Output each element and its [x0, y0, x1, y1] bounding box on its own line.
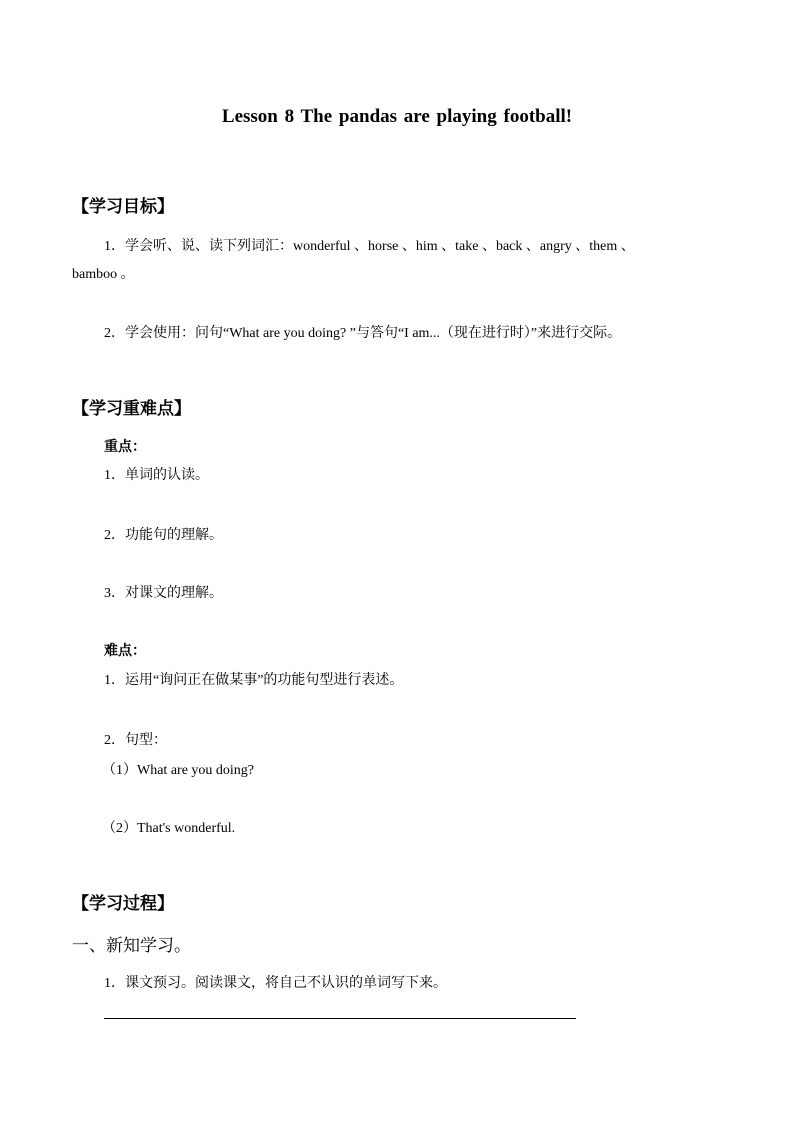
lesson-title: Lesson 8 The pandas are playing football!: [221, 106, 573, 127]
objective-item-2: 2．学会使用：问句“What are you doing? ”与答句“I am...（现在进行时）”来进行交际。: [104, 326, 622, 341]
pattern-2: （2）That's wonderful.: [102, 821, 236, 836]
key-item-3: 3．对课文的理解。: [104, 586, 223, 601]
objective-item-1-cont: bamboo 。: [72, 267, 135, 282]
key-item-2: 2．功能句的理解。: [104, 528, 223, 543]
difficult-item-1: 1．运用“询问正在做某事”的功能句型进行表述。: [104, 673, 404, 688]
objective-item-1: 1．学会听、说、读下列词汇：wonderful 、horse 、him 、take 、back 、angry 、them 、: [104, 239, 635, 254]
objectives-heading: 【学习目标】: [72, 197, 174, 216]
difficult-label: 难点：: [104, 644, 146, 659]
keypoints-heading: 【学习重难点】: [72, 399, 191, 418]
answer-line[interactable]: [104, 1018, 576, 1019]
key-label: 重点：: [104, 440, 146, 455]
step-1: 1．课文预习。阅读课文，将自己不认识的单词写下来。: [104, 976, 447, 991]
difficult-item-2: 2．句型：: [104, 733, 167, 748]
process-heading: 【学习过程】: [72, 894, 174, 913]
pattern-1: （1）What are you doing?: [102, 763, 255, 778]
part-1-heading: 一、新知学习。: [72, 936, 191, 955]
key-item-1: 1．单词的认读。: [104, 468, 209, 483]
